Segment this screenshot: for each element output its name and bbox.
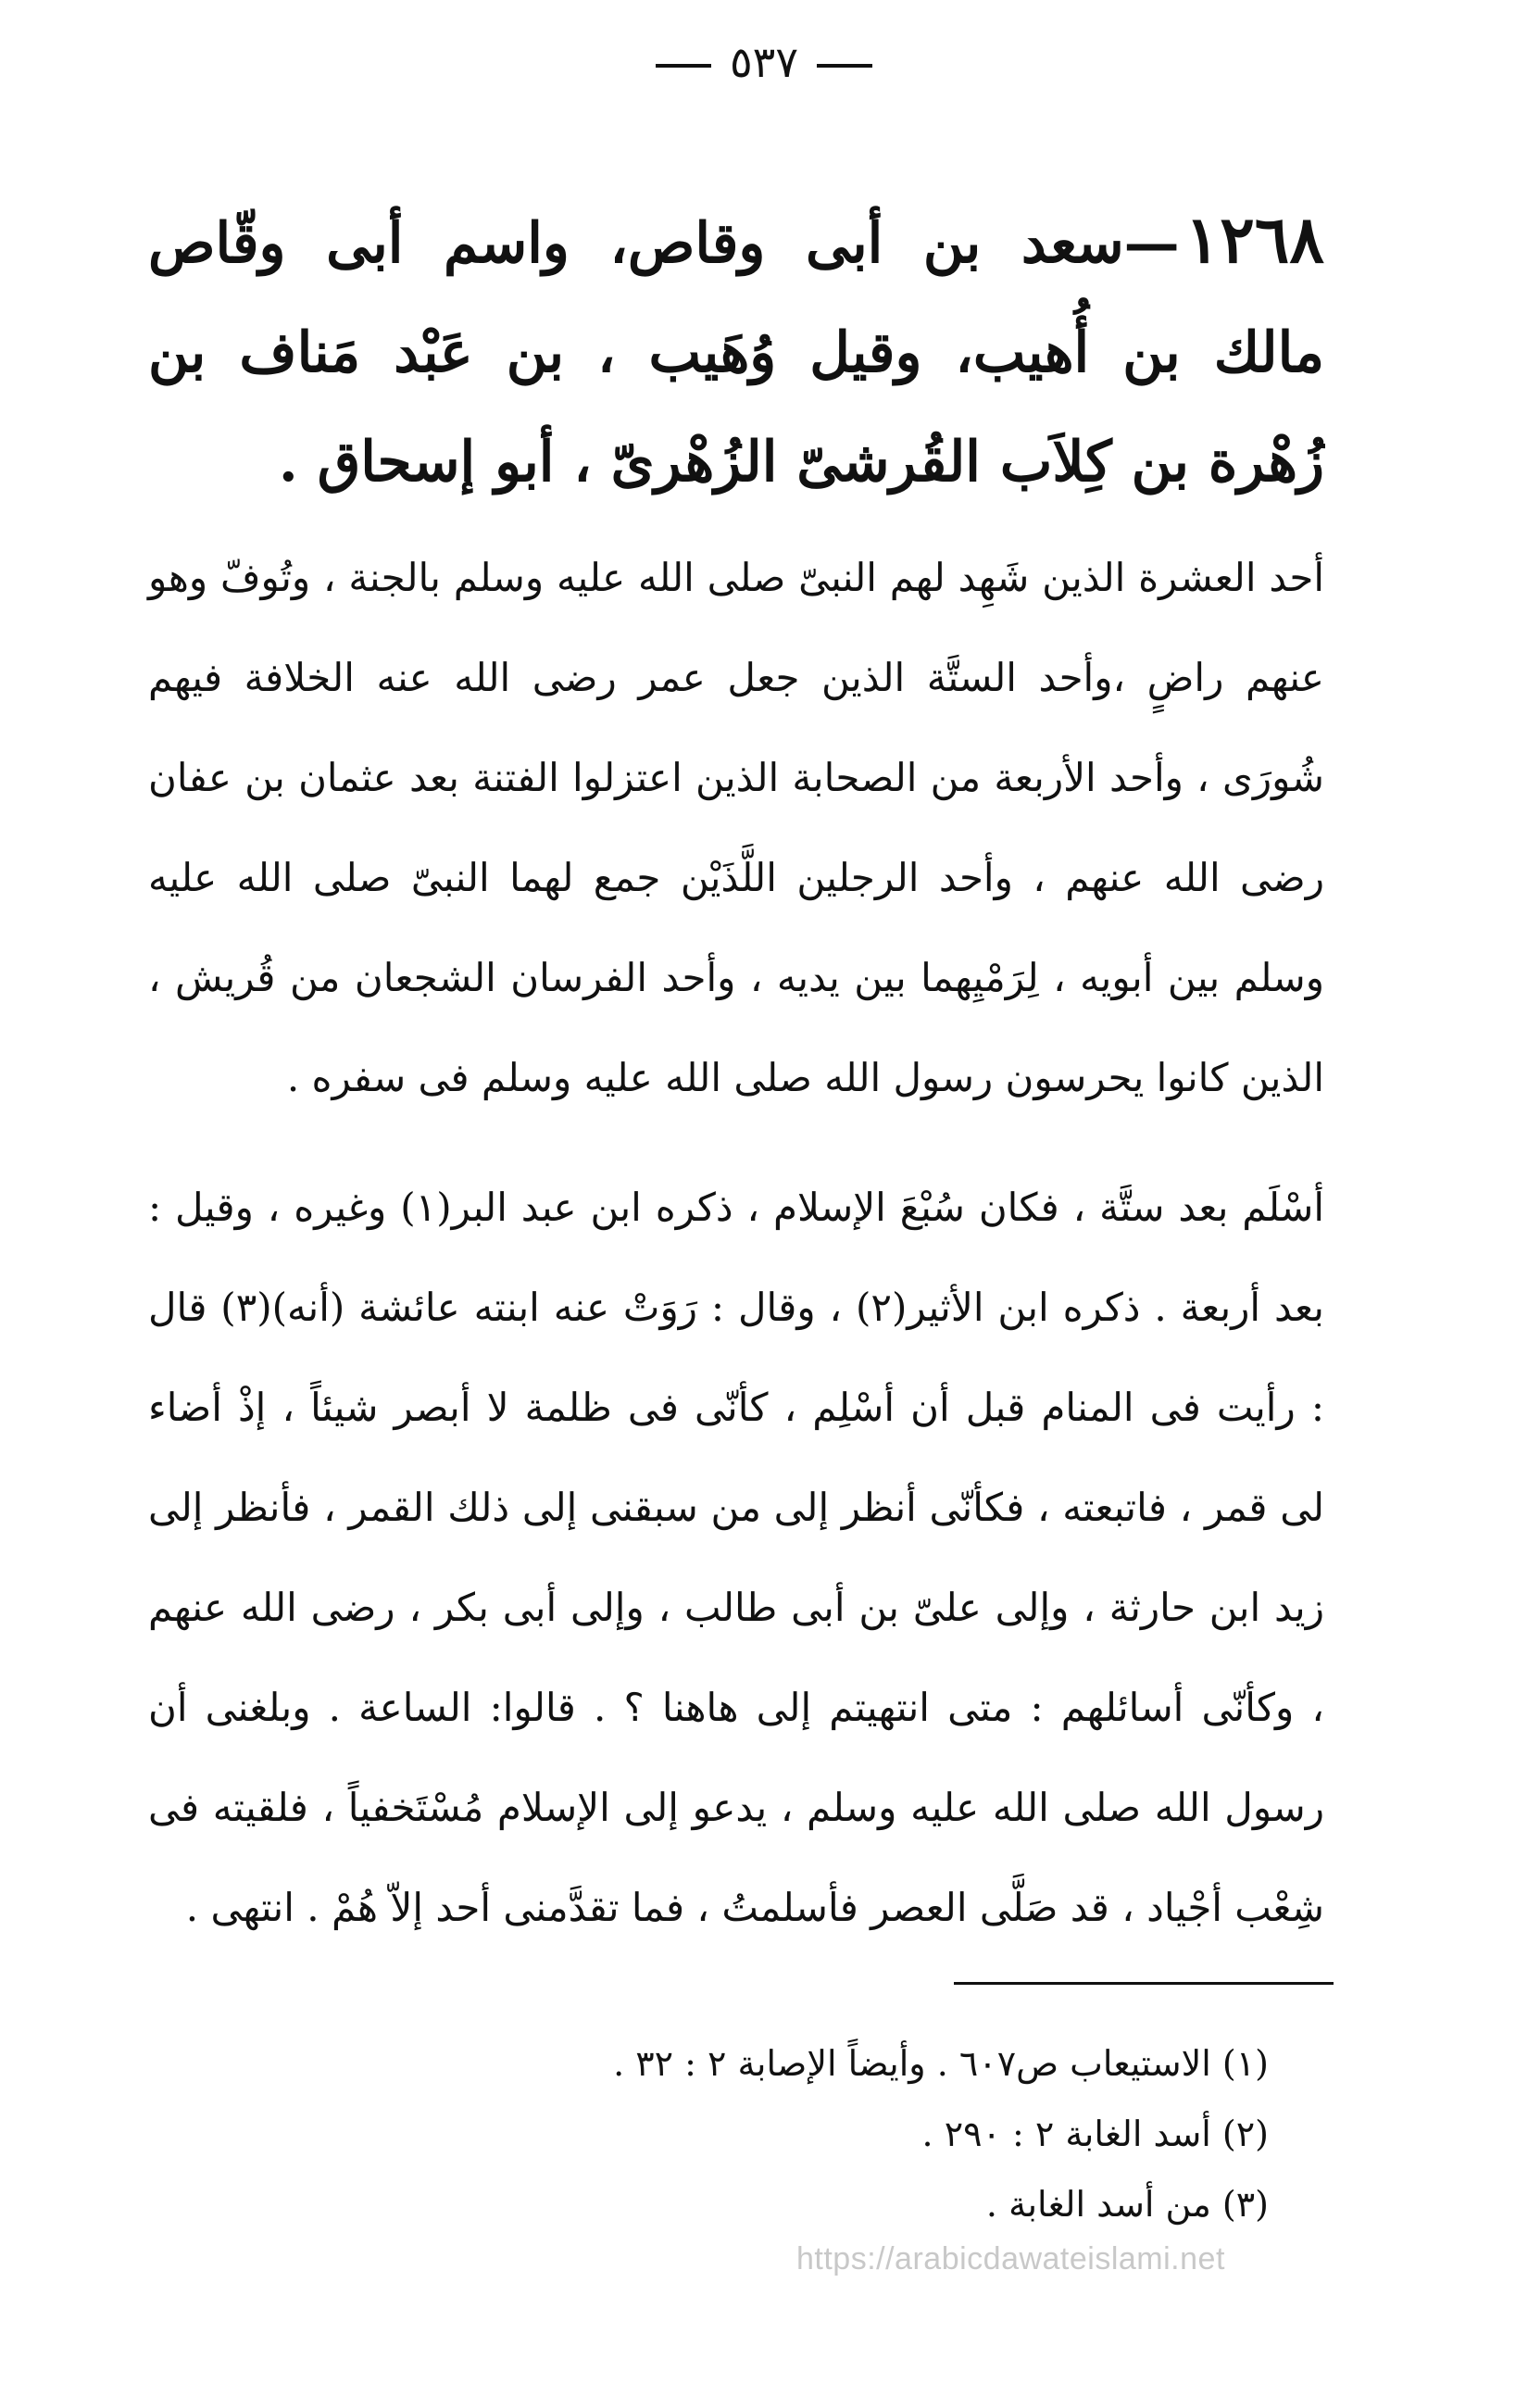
- page-number-dash-right: [817, 64, 872, 68]
- page-number: [0, 37, 1528, 87]
- footnote-2: (٢) أسد الغابة ٢ : ٢٩٠ .: [921, 2113, 1269, 2154]
- watermark-url: https://arabicdawateislami.net: [796, 2241, 1225, 2276]
- paragraph-1: أحد العشرة الذين شَهِد لهم النبىّ صلى الله عليه وسلم بالجنة ، وتُوفّ وهو عنهم راضٍ ،وأحد الستَّة الذين جعل عمر رضى الله عنه الخلافة فيهم شُورَى ، وأحد الأربعة من الصحابة الذين اعتزلوا الفتنة بعد عثمان بن عفان رضى الله عنهم ، وأحد الرجلين اللَّذَيْن جمع لهما النبىّ صلى الله عليه وسلم بين أبويه ، لِرَمْيِهما بين يديه ، وأحد الفرسان الشجعان من قُريش ، الذين كانوا يحرسون رسول الله صلى الله عليه وسلم فى سفره .: [148, 555, 1324, 1100]
- footnote-1: (١) الاستيعاب ص٦٠٧ . وأيضاً الإصابة ٢ : ٣٢ .: [613, 2043, 1269, 2084]
- page-number-text: ٥٣٧: [729, 37, 799, 87]
- paragraph-2: أسْلَم بعد ستَّة ، فكان سُبْعَ الإسلام ، ذكره ابن عبد البر(١) وغيره ، وقيل : بعد أربعة . ذكره ابن الأثير(٢) ، وقال : رَوَتْ عنه ابنته عائشة (أنه)(٣) قال : رأيت فى المنام قبل أن أسْلِم ، كأنّى فى ظلمة لا أبصر شيئاً ، إذْ أضاء لى قمر ، فاتبعته ، فكأنّى أنظر إلى من سبقنى إلى ذلك القمر ، فأنظر إلى زيد ابن حارثة ، وإلى علىّ بن أبى طالب ، وإلى أبى بكر ، رضى الله عنهم ، وكأنّى أسائلهم : متى انتهيتم إلى هاهنا ؟ . قالوا: الساعة . وبلغنى أن رسول الله صلى الله عليه وسلم ، يدعو إلى الإسلام مُسْتَخفياً ، فلقيته فى شِعْب أجْياد ، قد صَلَّى العصر فأسلمتُ ، فما تقدَّمنى أحد إلاّ هُمْ . انتهى .: [148, 1185, 1325, 1930]
- footnote-divider: [954, 1982, 1334, 1985]
- entry-heading-text: —سعد بن أبى وقاص، واسم أبى وقّاص مالك بن أُهيب، وقيل وُهَيب ، بن عَبْد مَناف بن زُهْرة بن كِلاَب القُرشىّ الزُهْرىّ ، أبو إسحاق .: [148, 211, 1324, 495]
- entry-heading: [148, 185, 1324, 517]
- entry-number: ١٢٦٨: [1184, 201, 1324, 278]
- footnotes: [435, 2028, 1269, 2239]
- footnote-3: (٣) من أسد الغابة .: [985, 2184, 1269, 2225]
- page-number-dash-left: [656, 64, 711, 68]
